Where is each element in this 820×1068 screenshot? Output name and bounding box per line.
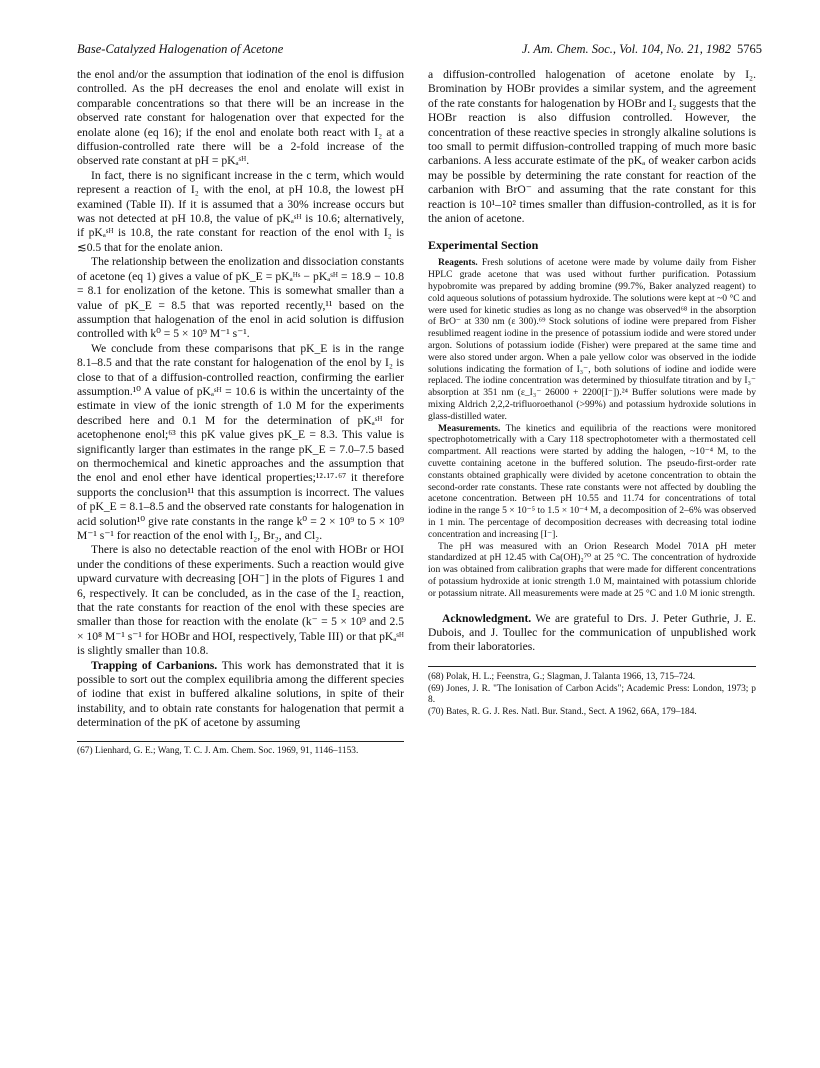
runin-heading: Trapping of Carbanions. — [91, 658, 218, 672]
footnote: (69) Jones, J. R. "The Ionisation of Carbon Acids"; Academic Press: London, 1973; p 8. — [428, 683, 756, 706]
left-column — [77, 68, 404, 731]
paragraph-text: The kinetics and equilibria of the reactions were monitored spectrophotometrically with a Cary 118 spectrophotometer with a thermostated cell compartment. All reactions were started by adding the halogen, ~10⁻⁴ M, to the cuvette containing acetone in the buffered solution. The pseudo-first-order rate constants obtained graphically were divided by acetone concentration to obtain the second-order rate constants. These rate constants were not affected by doubling the acetone concentration. Between pH 10.55 and 11.74 for concentrations of total iodine in the range 5 × 10⁻⁵ to 1.5 × 10⁻⁴ M, a decomposition of 2–6% was observed in 1 min. The percentage of decomposition decreases with decreasing total iodine concentration and increasing [I⁻]. — [428, 422, 756, 540]
paragraph: We conclude from these comparisons that pK_E is in the range 8.1–8.5 and that the rate constant for halogenation of the enol by I₂ is close to that of a diffusion-controlled reaction, confirming the earlier assumption.¹⁰ A value of pKₐˢᴴ = 10.6 is within the uncertainty of the estimate in view of the ionic strength of 1.0 M for the experiments described here and 0.1 M for the determination of pKₐˢᴴ for acetophenone enol;⁶³ this pK value gives pK_E = 8.3. This value is significantly larger than estimates in the range pK_E = 7.0–7.5 based on thermochemical and kinetic approaches and the assumption that the enol and enol ether have identical properties;¹²·¹⁷·⁶⁷ it therefore supports the conclusion¹¹ that this assumption is incorrect. The values of pK_E = 8.1–8.5 and the observed rate constants for halogenation in acid solution¹⁰ give rate constants in the range k⁰ = 2 × 10⁹ to 5 × 10⁹ M⁻¹ s⁻¹ for reaction of the enol with I₂, Br₂, and Cl₂. — [77, 341, 404, 542]
measurements-paragraph — [428, 423, 756, 541]
paragraph-text: We are grateful to Drs. J. Peter Guthrie, J. E. Dubois, and J. Toullec for the communication of unpublished work from their laboratories. — [428, 611, 756, 654]
journal-citation: J. Am. Chem. Soc., Vol. 104, No. 21, 1982 — [521, 42, 731, 56]
paragraph: The relationship between the enolization and dissociation constants of acetone (eq 1) gives a value of pK_E = pKₐᴴˢ − pKₐˢᴴ = 18.9 − 10.8 = 8.1 for enolization of the ketone. This is somewhat smaller than a value of pK_E = 8.5 that was reported recently,¹¹ based on the assumption that halogenation of the enol in acid solution is diffusion controlled with k⁰ = 5 × 10⁹ M⁻¹ s⁻¹. — [77, 255, 404, 341]
footnote: (70) Bates, R. G. J. Res. Natl. Bur. Stand., Sect. A 1962, 66A, 179–184. — [428, 706, 697, 717]
journal-header — [522, 42, 762, 57]
page-number: 5765 — [737, 42, 762, 56]
paragraph: a diffusion-controlled halogenation of acetone enolate by I₂. Bromination by HOBr provides a similar system, and the agreement of the rate constants for halogenation by HOBr and I₂ suggests that the HOBr reaction is also diffusion controlled. However, the concentration of these reactive species in strongly alkaline solutions is too small to permit diffusion-controlled trapping of much more basic carbanions. A less accurate estimate of the pKₐ of weaker carbon acids may be possible by determining the rate constant for reaction of the carbanion with BrO⁻ and assuming that the rate constant for this reaction is 10¹–10² times smaller than diffusion-controlled, as it is for the anion of acetone. — [428, 68, 756, 226]
running-title: Base-Catalyzed Halogenation of Acetone — [77, 42, 284, 56]
footnote-divider — [77, 741, 404, 742]
footnote: (68) Polak, H. L.; Feenstra, G.; Slagman, J. Talanta 1966, 13, 715–724. — [428, 672, 696, 682]
paragraph-text: This work has demonstrated that it is possible to sort out the complex equilibria among the different species of iodine that exist in buffered alkaline solutions, in spite of their instability, and to obtain rate constants for halogenation that permit a determination of the pK of acetone by assuming — [77, 658, 404, 730]
paragraph: the enol and/or the assumption that iodination of the enol is diffusion controlled. As the pH decreases the enol and enolate will exist in comparable concentrations so that there will be an increase in the observed rate constant for halogenation over that expected for the enolate alone (eq 16); if the enol and enolate both react with I₂ at a diffusion-controlled rate there will be a 2-fold increase of the observed rate constant at pH = pKₐˢᴴ. — [77, 68, 404, 168]
right-column — [428, 68, 756, 655]
runin-heading: Reagents. — [438, 257, 478, 269]
ph-paragraph: The pH was measured with an Orion Research Model 701A pH meter standardized at pH 12.45 with Ca(OH)₂⁷⁰ at 25 °C. The concentration of hydroxide ion was obtained from calibration graphs that were made for different concentrations of potassium hydroxide at ionic strength 1.0 M, maintained with potassium chloride or potassium nitrate. All measurements were made at 25 °C and 1.0 M ionic strength. — [428, 540, 756, 599]
reagents-paragraph — [428, 257, 756, 422]
runin-heading: Measurements. — [438, 422, 501, 434]
paragraph: In fact, there is no significant increase in the c term, which would represent a reaction of I₂ with the enol, at pH 10.8, the lowest pH examined (Table II). If it is assumed that a 30% increase occurs but was not detected at pH 10.8, the value of pKₐˢᴴ is 10.6; alternatively, if pKₐˢᴴ is 10.8, the rate constant for reaction of the enol with I₂ is ≲0.5 that for the enolate anion. — [77, 168, 404, 254]
footnote-divider — [428, 666, 756, 667]
footnotes-right — [428, 672, 756, 718]
footnotes-left — [77, 746, 404, 758]
trapping-paragraph — [77, 659, 404, 731]
section-title: Experimental Section — [428, 238, 539, 253]
footnote: (67) Lienhard, G. E.; Wang, T. C. J. Am. Chem. Soc. 1969, 91, 1146–1153. — [77, 746, 359, 756]
paragraph: There is also no detectable reaction of the enol with HOBr or HOI under the conditions of these experiments. Such a reaction would give upward curvature with decreasing [OH⁻] in the plots of Figures 1 and 6, respectively. It can be concluded, as in the case of the I₂ reaction, that the rate constants for reaction of the enol with these species are smaller than those for reaction with the enolate (k⁻ = 5 × 10⁹ and 2.5 × 10⁸ M⁻¹ s⁻¹ for HOBr and HOI, respectively, Table III) or that pKₐˢᴴ is slightly smaller than 10.8. — [77, 543, 404, 658]
acknowledgment-paragraph — [428, 612, 756, 655]
paragraph-text: Fresh solutions of acetone were made by volume daily from Fisher HPLC grade acetone that was used without further purification. Potassium hypobromite was prepared by adding bromine (99.7%, Baker analyzed reagent) to cold aqueous solutions of potassium hydroxide. The solutions were kept at ~0 °C and were used for kinetic studies as long as no change was observed⁶⁸ in the absorption of BrO⁻ at 330 nm (ε 300).⁶⁹ Stock solutions of iodine were prepared from Fisher resublimed reagent iodine in the presence of potassium iodide and were stored under argon. Solutions of potassium iodide (Fisher) were prepared at the same time and were also stored under argon. When a pale yellow color was observed in the iodide solutions indicating the formation of I₃⁻, both solutions of iodine and iodide were replaced. The iodine concentration was determined by thiosulfate titration and by I₃⁻ absorption at 351 nm (ε_I₃⁻ 26000 + 2200[I⁻]).²⁴ Buffer solutions were made by mixing Aldrich 2,2,2-trifluoroethanol (>99%) and potassium hydroxide solutions in glass-distilled water. — [428, 257, 756, 422]
runin-heading: Acknowledgment. — [442, 611, 532, 625]
